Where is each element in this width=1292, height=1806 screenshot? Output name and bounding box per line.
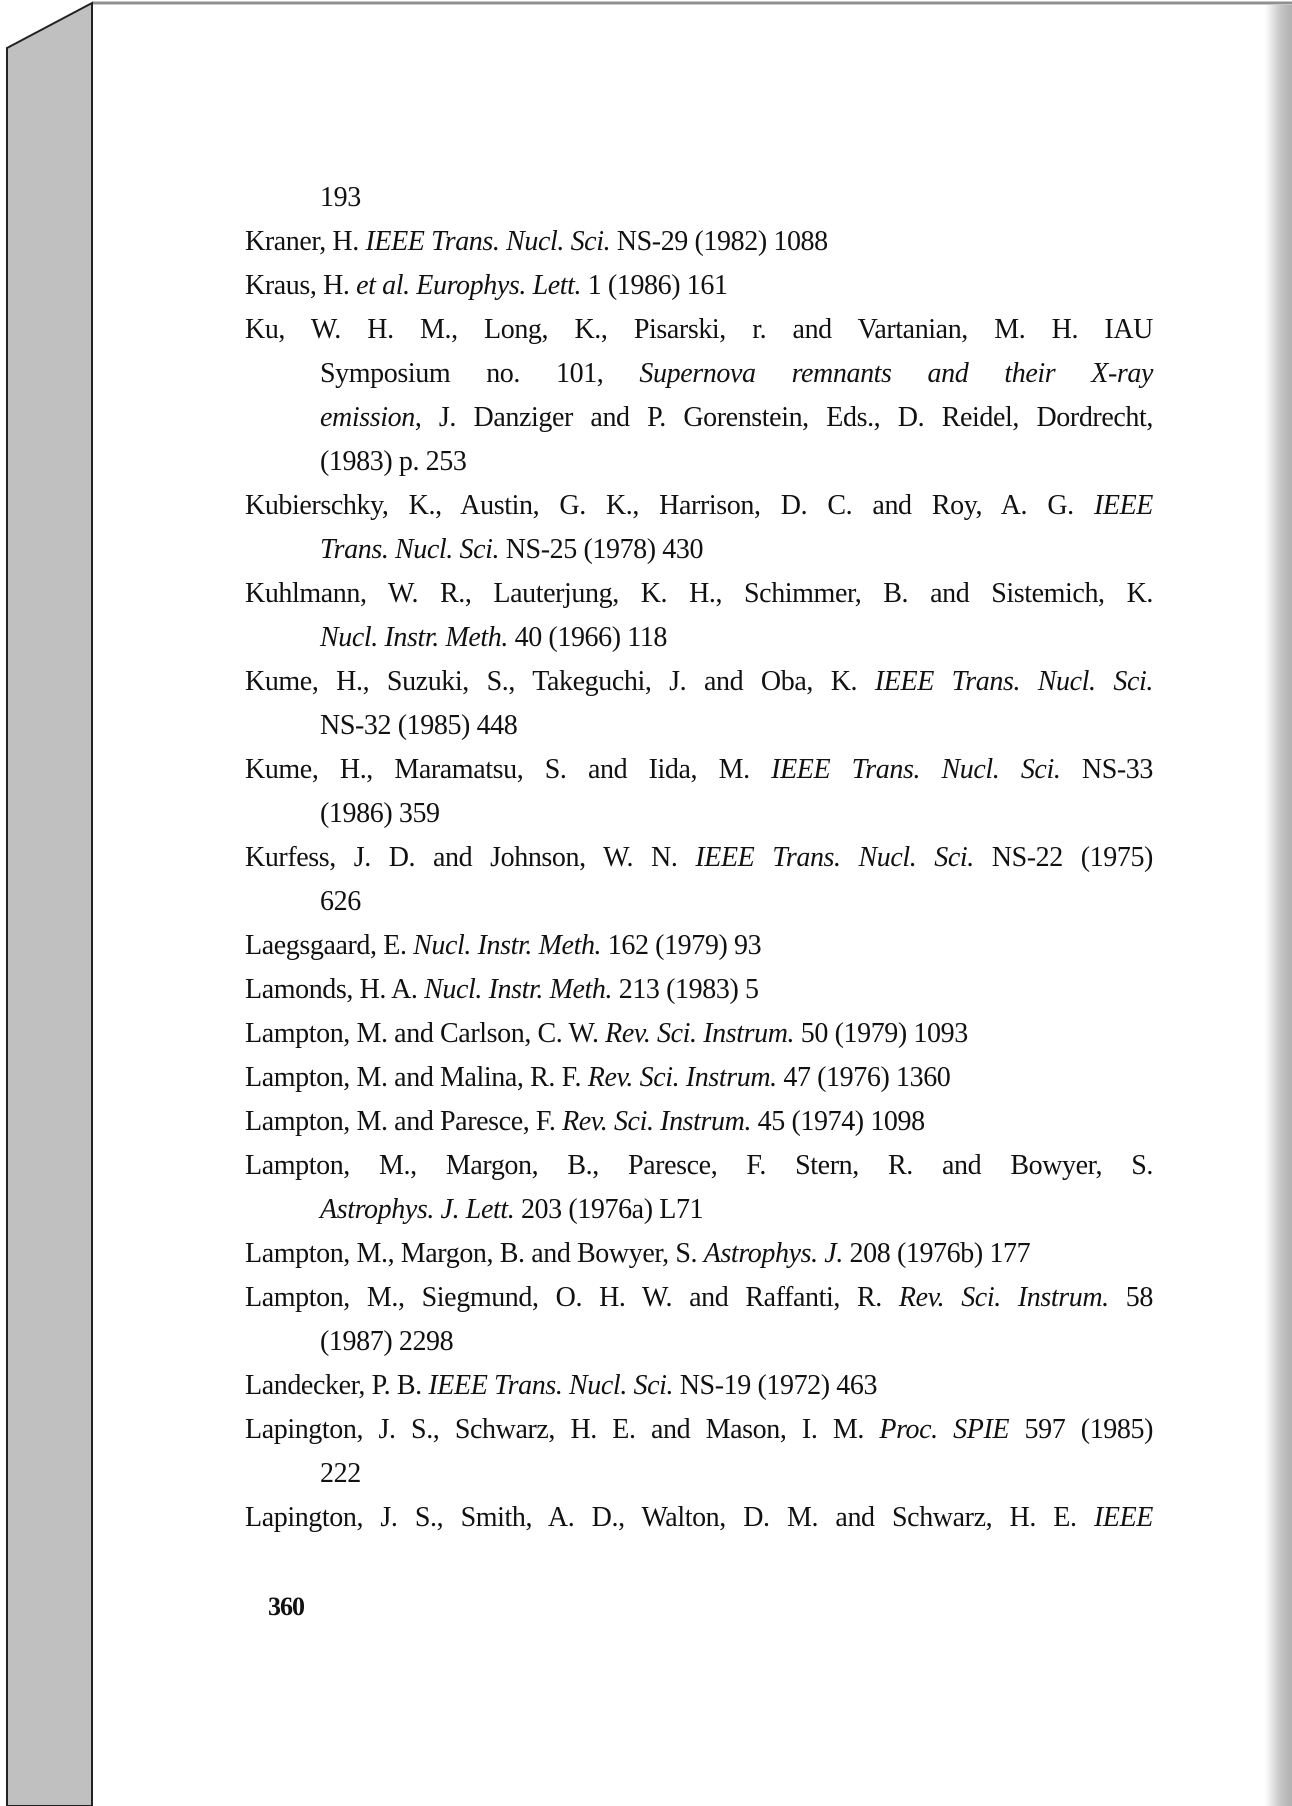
reference-entry	[245, 836, 1153, 924]
citation-text: 203 (1976a) L71	[514, 1194, 704, 1225]
reference-line	[245, 616, 1153, 660]
reference-list	[245, 176, 1153, 1540]
citation-text: NS-22 (1975)	[973, 842, 1153, 873]
citation-title-italic: Proc. SPIE	[879, 1414, 1010, 1445]
reference-entry	[245, 1496, 1153, 1540]
citation-text: Landecker, P. B.	[245, 1370, 429, 1401]
citation-text: 47 (1976) 1360	[776, 1062, 951, 1093]
reference-entry	[245, 1276, 1153, 1364]
citation-title-italic: emission	[320, 402, 415, 433]
citation-text: NS-25 (1978) 430	[499, 534, 704, 565]
citation-text: 1 (1986) 161	[581, 270, 728, 301]
citation-text: Kurfess, J. D. and Johnson, W. N.	[245, 842, 696, 873]
citation-text: (1986) 359	[320, 798, 440, 829]
reference-entry	[245, 968, 1153, 1012]
reference-entry	[245, 572, 1153, 660]
citation-text: Lampton, M., Margon, B. and Bowyer, S.	[245, 1238, 704, 1269]
reference-line	[245, 396, 1153, 440]
citation-title-italic: IEEE Trans. Nucl. Sci.	[771, 754, 1061, 785]
citation-text: 626	[320, 886, 361, 917]
reference-entry	[245, 1012, 1153, 1056]
citation-title-italic: IEEE Trans. Nucl. Sci.	[695, 842, 974, 873]
reference-entry	[245, 924, 1153, 968]
citation-text: 50 (1979) 1093	[794, 1018, 968, 1049]
citation-text: 208 (1976b) 177	[842, 1238, 1031, 1269]
citation-text: 45 (1974) 1098	[751, 1106, 925, 1137]
reference-line	[245, 836, 1153, 880]
citation-text: Lampton, M. and Paresce, F.	[245, 1106, 563, 1137]
citation-text: Ku, W. H. M., Long, K., Pisarski, r. and Vartanian, M. H. IAU	[245, 314, 1153, 345]
reference-line	[245, 1496, 1153, 1540]
citation-title-italic: Nucl. Instr. Meth.	[413, 930, 602, 961]
citation-title-italic: Rev. Sci. Instrum.	[898, 1282, 1109, 1313]
citation-text: Lampton, M., Siegmund, O. H. W. and Raffanti, R.	[245, 1282, 899, 1313]
reference-line	[245, 1012, 1153, 1056]
reference-line	[245, 704, 1153, 748]
reference-entry	[245, 308, 1153, 484]
citation-title-italic: Supernova remnants and their X-ray	[639, 358, 1153, 389]
citation-title-italic: Astrophys. J. Lett.	[320, 1194, 515, 1225]
citation-text: 193	[320, 182, 361, 213]
reference-line	[245, 1188, 1153, 1232]
citation-title-italic: Trans. Nucl. Sci.	[320, 534, 500, 565]
reference-entry	[245, 1100, 1153, 1144]
citation-title-italic: IEEE	[1093, 1502, 1153, 1533]
reference-line	[245, 1144, 1153, 1188]
reference-entry	[245, 1408, 1153, 1496]
citation-title-italic: Nucl. Instr. Meth.	[424, 974, 613, 1005]
reference-continuation	[245, 176, 1153, 220]
page-number: 360	[268, 1592, 304, 1621]
citation-title-italic: Rev. Sci. Instrum.	[587, 1062, 777, 1093]
citation-text: 40 (1966) 118	[508, 622, 668, 653]
reference-entry	[245, 1232, 1153, 1276]
citation-text: Lampton, M. and Carlson, C. W.	[245, 1018, 606, 1049]
reference-line	[245, 924, 1153, 968]
citation-text: Lapington, J. S., Smith, A. D., Walton, D. M. and Schwarz, H. E.	[245, 1502, 1094, 1533]
reference-line	[245, 1320, 1153, 1364]
citation-title-italic: IEEE Trans. Nucl. Sci.	[428, 1370, 674, 1401]
citation-text: Lampton, M., Margon, B., Paresce, F. Stern, R. and Bowyer, S.	[245, 1150, 1153, 1181]
book-spine	[7, 3, 92, 1806]
citation-text: NS-33	[1060, 754, 1153, 785]
reference-line	[245, 1364, 1153, 1408]
reference-line	[245, 1100, 1153, 1144]
reference-line	[245, 1232, 1153, 1276]
reference-line	[245, 572, 1153, 616]
reference-entry	[245, 660, 1153, 748]
citation-title-italic: IEEE	[1093, 490, 1153, 521]
reference-line	[245, 1276, 1153, 1320]
citation-text: (1983) p. 253	[320, 446, 467, 477]
citation-title-italic: IEEE Trans. Nucl. Sci.	[365, 226, 611, 257]
citation-text: Kraner, H.	[245, 226, 366, 257]
citation-text: Kubierschky, K., Austin, G. K., Harrison, D. C. and Roy, A. G.	[245, 490, 1094, 521]
reference-entry	[245, 748, 1153, 836]
reference-line	[245, 176, 1153, 220]
citation-text: Kume, H., Maramatsu, S. and Iida, M.	[245, 754, 772, 785]
reference-line	[245, 528, 1153, 572]
reference-entry	[245, 264, 1153, 308]
citation-title-italic: Rev. Sci. Instrum.	[562, 1106, 752, 1137]
citation-title-italic: Nucl. Instr. Meth.	[320, 622, 509, 653]
reference-line	[245, 220, 1153, 264]
citation-text: Kume, H., Suzuki, S., Takeguchi, J. and Oba, K.	[245, 666, 875, 697]
reference-line	[245, 880, 1153, 924]
reference-entry	[245, 1144, 1153, 1232]
reference-entry	[245, 1364, 1153, 1408]
reference-line	[245, 264, 1153, 308]
citation-text: 162 (1979) 93	[601, 930, 762, 961]
citation-text: Laegsgaard, E.	[245, 930, 414, 961]
citation-text: 58	[1108, 1282, 1153, 1313]
reference-line	[245, 660, 1153, 704]
reference-line	[245, 1408, 1153, 1452]
citation-title-italic: Astrophys. J.	[703, 1238, 843, 1269]
reference-line	[245, 1452, 1153, 1496]
page-right-edge-shadow	[1265, 5, 1292, 1806]
reference-line	[245, 440, 1153, 484]
citation-text: (1987) 2298	[320, 1326, 454, 1357]
reference-line	[245, 792, 1153, 836]
citation-text: NS-32 (1985) 448	[320, 710, 518, 741]
citation-text: NS-29 (1982) 1088	[610, 226, 828, 257]
citation-text: Symposium no. 101,	[320, 358, 640, 389]
reference-entry	[245, 484, 1153, 572]
citation-title-italic: Rev. Sci. Instrum.	[605, 1018, 795, 1049]
reference-line	[245, 748, 1153, 792]
citation-text: NS-19 (1972) 463	[673, 1370, 878, 1401]
reference-entry	[245, 1056, 1153, 1100]
reference-line	[245, 352, 1153, 396]
citation-text: Lampton, M. and Malina, R. F.	[245, 1062, 588, 1093]
citation-text: , J. Danziger and P. Gorenstein, Eds., D. Reidel, Dordrecht,	[414, 402, 1153, 433]
reference-entry	[245, 220, 1153, 264]
reference-line	[245, 308, 1153, 352]
citation-text: Lapington, J. S., Schwarz, H. E. and Mason, I. M.	[245, 1414, 880, 1445]
citation-title-italic: IEEE Trans. Nucl. Sci.	[874, 666, 1153, 697]
citation-text: 597 (1985)	[1009, 1414, 1154, 1445]
citation-text: Kuhlmann, W. R., Lauterjung, K. H., Schimmer, B. and Sistemich, K.	[245, 578, 1153, 609]
citation-text: Lamonds, H. A.	[245, 974, 425, 1005]
citation-text: Kraus, H.	[245, 270, 357, 301]
reference-line	[245, 968, 1153, 1012]
citation-text: 222	[320, 1458, 361, 1489]
reference-line	[245, 1056, 1153, 1100]
citation-text: 213 (1983) 5	[612, 974, 759, 1005]
reference-line	[245, 484, 1153, 528]
citation-title-italic: et al. Europhys. Lett.	[356, 270, 582, 301]
